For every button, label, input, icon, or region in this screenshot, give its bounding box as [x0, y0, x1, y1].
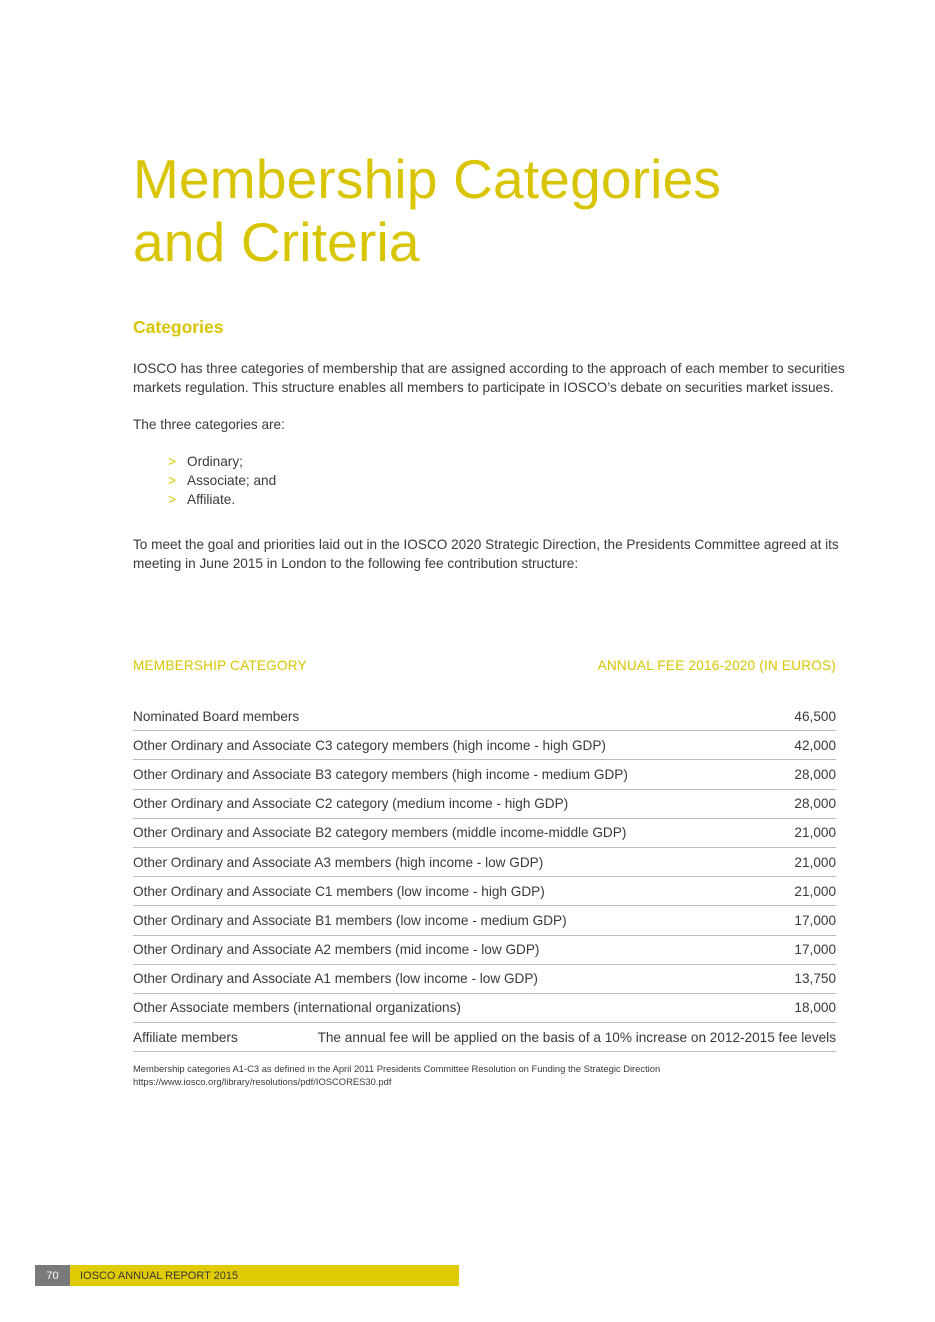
row-fee: The annual fee will be applied on the basis of a 10% increase on 2012-2015 fee levels — [317, 1029, 836, 1045]
list-item — [168, 452, 276, 471]
row-fee: 21,000 — [794, 883, 836, 899]
list-item-label: Associate; and — [187, 473, 277, 488]
row-fee: 28,000 — [794, 796, 836, 812]
fee-structure-paragraph: To meet the goal and priorities laid out in the IOSCO 2020 Strategic Direction, the Presidents Committee agreed at its meeting in June 2015 in London to the following fee contribution structure: — [133, 537, 839, 571]
chevron-right-icon: > — [168, 473, 176, 488]
table-row — [133, 702, 836, 731]
row-fee: 13,750 — [794, 971, 836, 987]
row-category: Other Ordinary and Associate C3 category members (high income - high GDP) — [133, 737, 606, 753]
row-category: Other Ordinary and Associate B2 category members (middle income-middle GDP) — [133, 825, 627, 841]
chevron-right-icon: > — [168, 454, 176, 469]
column-header-category: MEMBERSHIP CATEGORY — [133, 658, 307, 673]
fee-table-header — [133, 658, 836, 673]
row-fee: 28,000 — [794, 766, 836, 782]
page-title-line-2: and Criteria — [133, 211, 420, 273]
section-heading: Categories — [133, 317, 224, 337]
column-header-fee: ANNUAL FEE 2016-2020 (IN EUROS) — [597, 658, 836, 673]
table-row — [133, 965, 836, 994]
row-category: Other Ordinary and Associate A1 members (low income - low GDP) — [133, 971, 538, 987]
footnote: Membership categories A1-C3 as defined in the April 2011 Presidents Committee Resolution on Funding the Strategic Direction https://www.iosco.org/library/resolutions/pdf/IOSCORES30.pdf — [133, 1063, 661, 1087]
row-fee: 17,000 — [794, 912, 836, 928]
table-row — [133, 760, 836, 789]
row-fee: 18,000 — [794, 1000, 836, 1016]
row-fee: 17,000 — [794, 942, 836, 958]
categories-intro: The three categories are: — [133, 417, 285, 432]
row-fee: 21,000 — [794, 854, 836, 870]
table-row — [133, 877, 836, 906]
table-row — [133, 731, 836, 760]
row-category: Other Ordinary and Associate C2 category (medium income - high GDP) — [133, 796, 569, 812]
table-row — [133, 848, 836, 877]
row-fee: 46,500 — [794, 708, 836, 724]
row-category: Other Ordinary and Associate A2 members (mid income - low GDP) — [133, 942, 540, 958]
page-title-line-1: Membership Categories — [133, 148, 722, 210]
page-title — [133, 148, 721, 274]
row-fee: 42,000 — [794, 737, 836, 753]
list-item-label: Ordinary; — [187, 454, 243, 469]
row-category: Other Ordinary and Associate A3 members (high income - low GDP) — [133, 854, 544, 870]
row-category: Other Ordinary and Associate B1 members (low income - medium GDP) — [133, 912, 567, 928]
table-row — [133, 936, 836, 965]
report-name: IOSCO ANNUAL REPORT 2015 — [70, 1265, 459, 1286]
row-category: Other Ordinary and Associate B3 category members (high income - medium GDP) — [133, 766, 628, 782]
list-item — [168, 471, 276, 490]
row-category: Nominated Board members — [133, 708, 300, 724]
row-category: Affiliate members — [133, 1029, 238, 1045]
category-list — [168, 452, 276, 509]
row-fee: 21,000 — [794, 825, 836, 841]
fee-table — [133, 702, 836, 1052]
chevron-right-icon: > — [168, 492, 176, 507]
page-footer — [35, 1265, 459, 1286]
list-item — [168, 490, 276, 509]
row-category: Other Associate members (international organizations) — [133, 1000, 461, 1016]
list-item-label: Affiliate. — [187, 492, 236, 507]
table-row — [133, 790, 836, 819]
row-category: Other Ordinary and Associate C1 members (low income - high GDP) — [133, 883, 545, 899]
page-number: 70 — [35, 1265, 70, 1286]
table-row — [133, 994, 836, 1023]
table-row — [133, 1023, 836, 1052]
intro-paragraph: IOSCO has three categories of membership that are assigned according to the approach of each member to securities markets regulation. This structure enables all members to participate in IOSCO’s debate on securities market issues. — [133, 361, 845, 395]
table-row — [133, 819, 836, 848]
table-row — [133, 906, 836, 935]
